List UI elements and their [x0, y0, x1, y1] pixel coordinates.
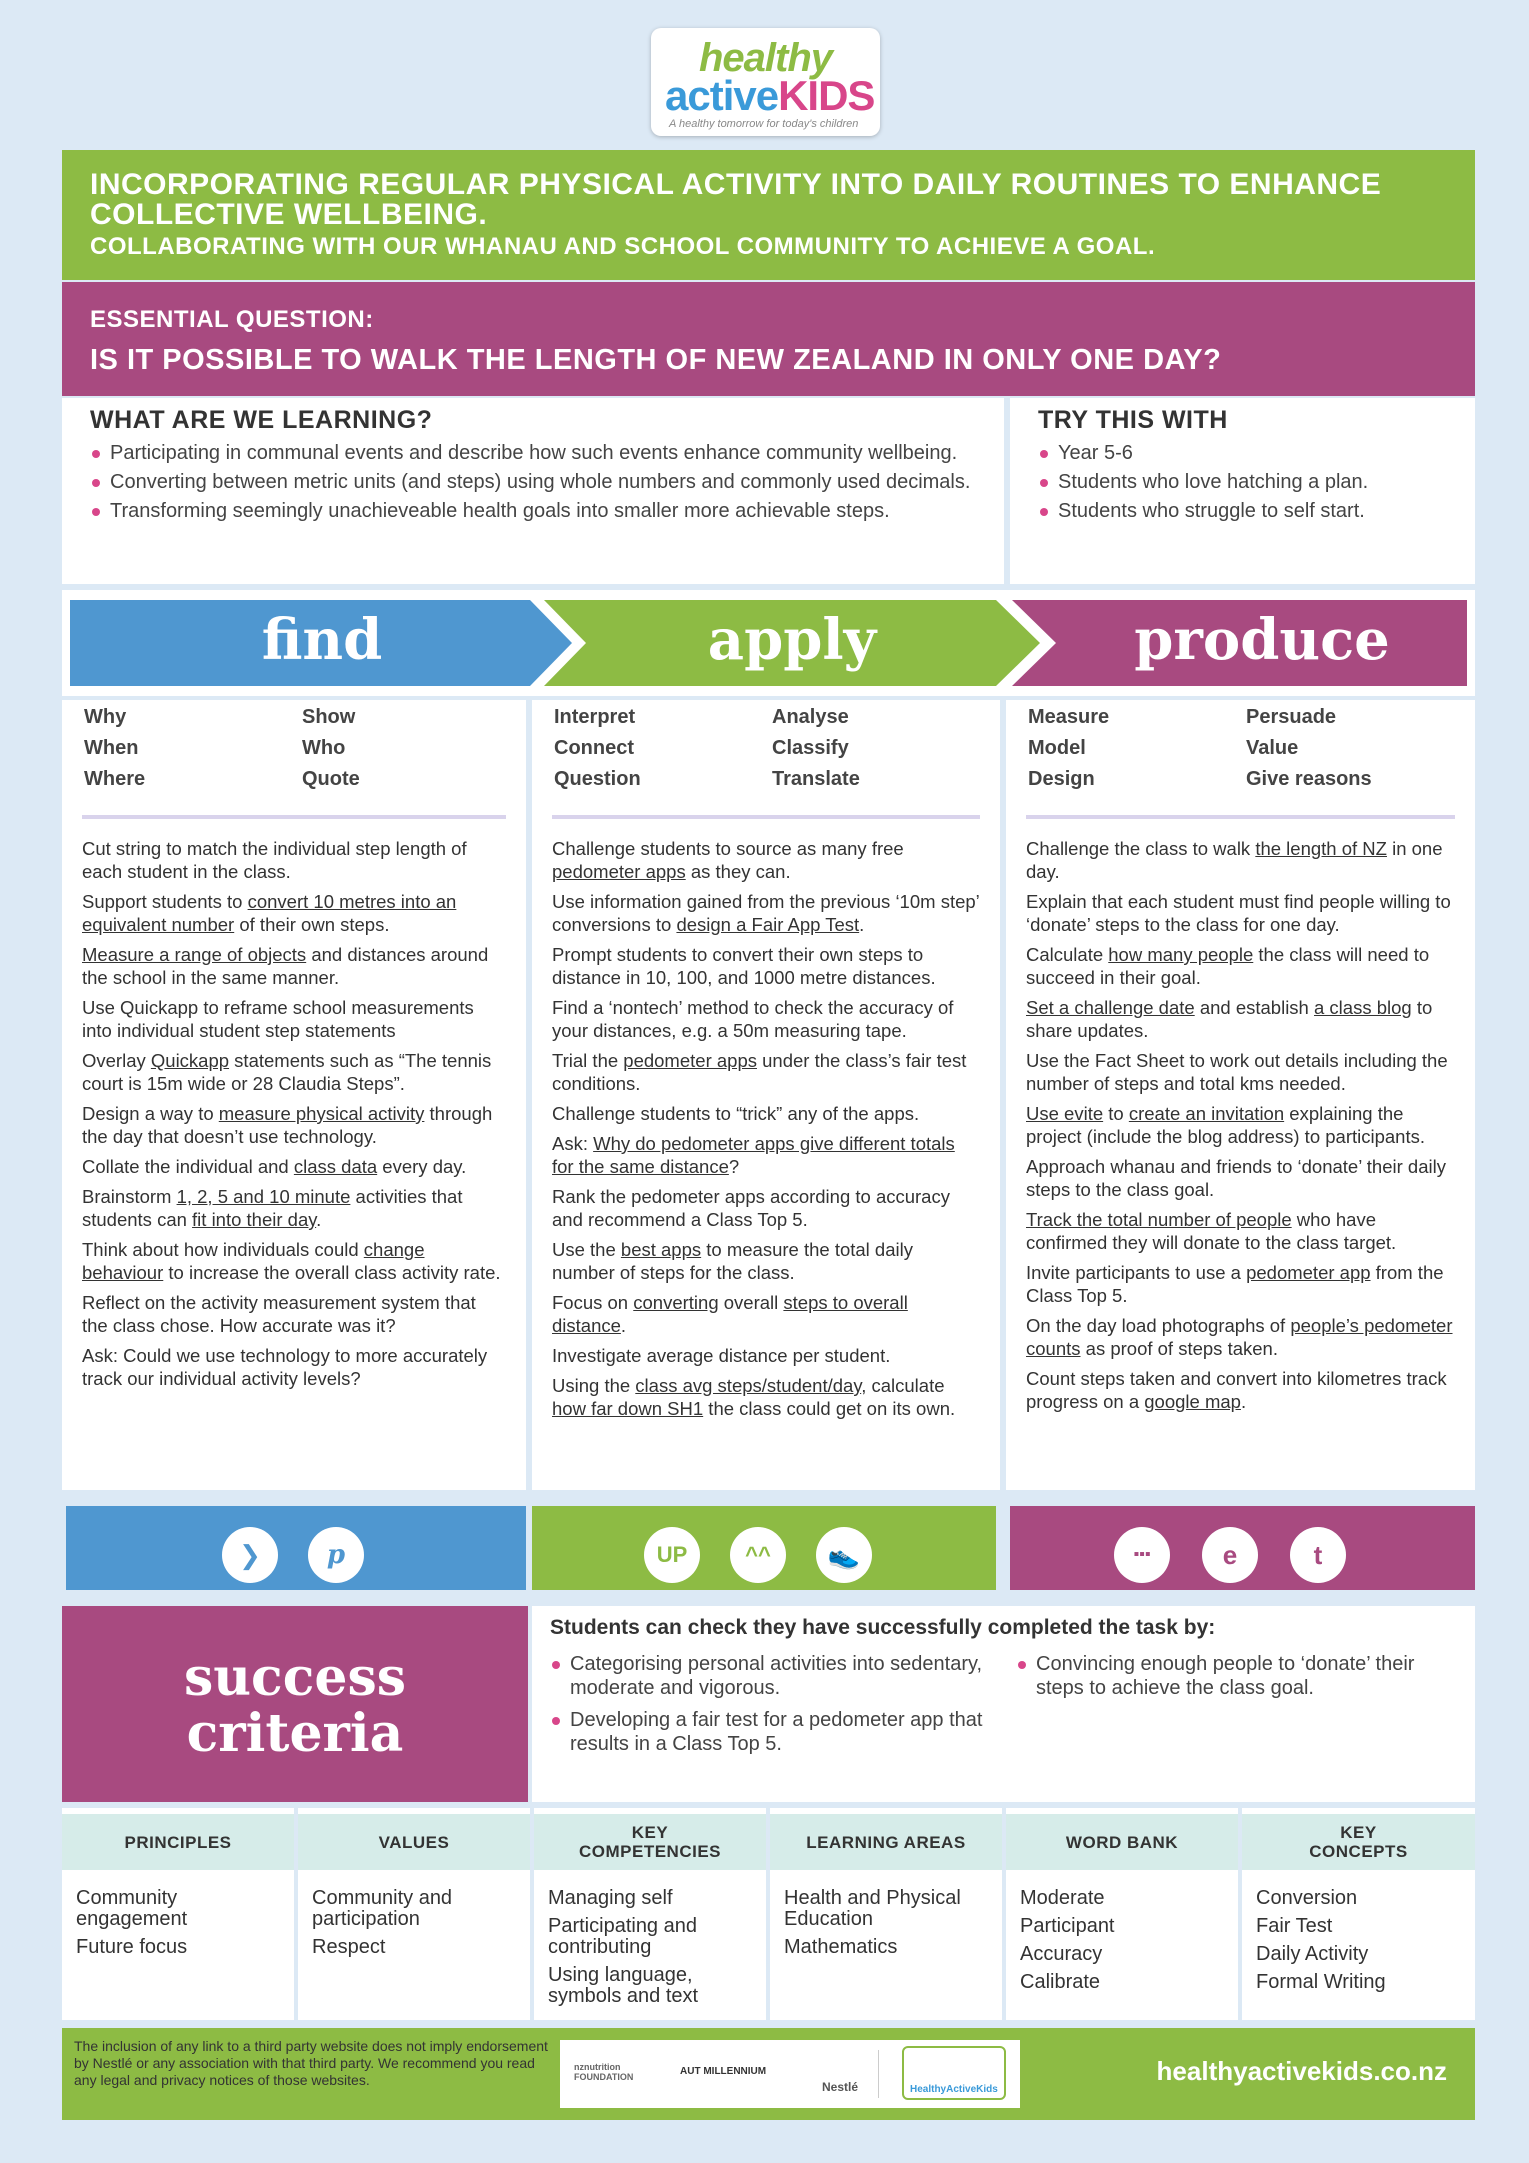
principles-column: [62, 1808, 294, 2020]
table-cell: Future focus: [76, 1936, 188, 1958]
success-heading: Students can check they have successfully completed the task by:: [550, 1616, 1216, 1639]
footer: [62, 2028, 1475, 2120]
list-item: Developing a fair test for a pedometer app that results in a Class Top 5.: [550, 1708, 1016, 1756]
fitbit-icon[interactable]: ▪▪▪: [1114, 1527, 1170, 1583]
page-header: [62, 150, 1475, 280]
logo-active-kids: activeKIDS: [665, 72, 875, 119]
verb: Where: [84, 768, 146, 790]
list-item: Participating in communal events and describe how such events enhance community wellbeing.: [90, 441, 976, 465]
produce-column: [1006, 700, 1475, 1490]
produce-activities: [1026, 837, 1455, 1413]
verb: Why: [84, 706, 127, 728]
apply-icons: [532, 1506, 996, 1590]
values-column: [298, 1808, 530, 2020]
link[interactable]: create an invitation: [1128, 1103, 1285, 1124]
website-url[interactable]: healthyactivekids.co.nz: [1156, 2056, 1447, 2086]
moves-app-icon[interactable]: ^^: [730, 1527, 786, 1583]
logo-tagline: A healthy tomorrow for today's children: [669, 118, 859, 130]
find-verbs: [82, 706, 506, 791]
disclaimer: The inclusion of any link to a third party website does not imply endorsement by Nestlé or any association with that third party. We recommend you read any legal and privacy notices of those websites.: [74, 2038, 548, 2088]
activity-item: Challenge students to source as many free pedometer apps as they can.: [552, 838, 904, 882]
apply-column: [532, 700, 1000, 1490]
activity-item: Using the class avg steps/student/day, calculate how far down SH1 the class could get on its own.: [552, 1375, 956, 1419]
table-cell: Managing self: [548, 1887, 673, 1909]
up-app-icon[interactable]: UP: [644, 1527, 700, 1583]
divider: [82, 815, 506, 819]
verb: Connect: [554, 737, 634, 759]
table-cell: Health and Physical Education: [784, 1887, 961, 1930]
verb: Analyse: [772, 706, 849, 728]
link[interactable]: fit into their day: [192, 1209, 317, 1230]
success-criteria-banner: [62, 1606, 528, 1802]
app-icons-strip: [62, 1500, 1475, 1598]
activity-item: Think about how individuals could change behaviour to increase the overall class activity rate.: [82, 1239, 501, 1283]
verb: Quote: [302, 768, 360, 790]
activity-item: Find a ‘nontech’ method to check the accuracy of your distances, e.g. a 50m measuring tape.: [552, 997, 954, 1041]
activity-item: Support students to convert 10 metres into an equivalent number of their own steps.: [82, 891, 457, 935]
activity-item: Overlay Quickapp statements such as “The tennis court is 15m wide or 28 Claudia Steps”.: [82, 1050, 492, 1094]
tumblr-icon[interactable]: t: [1290, 1527, 1346, 1583]
verb: Who: [302, 737, 346, 759]
table-cell: Participant: [1020, 1915, 1115, 1937]
activity-item: Invite participants to use a pedometer app from the Class Top 5.: [1026, 1262, 1444, 1306]
try-this-section: [1010, 398, 1475, 584]
nestle-logo: Nestlé: [822, 2080, 859, 2094]
table-cell: Mathematics: [784, 1936, 898, 1958]
activity-item: Design a way to measure physical activity through the day that doesn’t use technology.: [82, 1103, 493, 1147]
divider: [552, 815, 980, 819]
activity-item: Reflect on the activity measurement system that the class chose. How accurate was it?: [82, 1292, 476, 1336]
activity-item: Rank the pedometer apps according to accuracy and recommend a Class Top 5.: [552, 1186, 950, 1230]
link[interactable]: class avg steps/student/day: [635, 1375, 862, 1396]
success-check-section: [532, 1606, 1475, 1802]
link[interactable]: how many people: [1108, 944, 1254, 965]
find-icons: [66, 1506, 526, 1590]
activity-item: Collate the individual and class data every day.: [82, 1156, 467, 1177]
link[interactable]: pedometer apps: [552, 861, 686, 882]
link[interactable]: pedometer app: [1246, 1262, 1371, 1283]
divider: [1026, 815, 1455, 819]
table-cell: Respect: [312, 1936, 386, 1958]
nz-nutrition-foundation-logo: nznutrition FOUNDATION: [574, 2062, 634, 2082]
list-item: Students who struggle to self start.: [1038, 499, 1447, 523]
link[interactable]: Set a challenge date: [1026, 997, 1195, 1018]
link[interactable]: Use evite: [1026, 1103, 1104, 1124]
column-header: LEARNING AREAS: [770, 1814, 1002, 1870]
activity-item: Focus on converting overall steps to overall distance.: [552, 1292, 908, 1336]
find-activities: [82, 837, 506, 1390]
list-item: Year 5-6: [1038, 441, 1447, 465]
table-cell: Accuracy: [1020, 1943, 1103, 1965]
activity-item: Brainstorm 1, 2, 5 and 10 minute activities that students can fit into their day.: [82, 1186, 463, 1230]
page-subtitle: COLLABORATING WITH OUR WHANAU AND SCHOOL COMMUNITY TO ACHIEVE A GOAL.: [90, 233, 1156, 260]
link[interactable]: convert 10 metres into an equivalent number: [82, 891, 457, 935]
sponsor-logos: [560, 2040, 1020, 2108]
try-heading: TRY THIS WITH: [1038, 406, 1228, 434]
activity-item: Count steps taken and convert into kilometres track progress on a google map.: [1026, 1368, 1447, 1412]
activity-item: Use the Fact Sheet to work out details including the number of steps and total kms needed.: [1026, 1050, 1448, 1094]
find-column: [62, 700, 526, 1490]
verb: Measure: [1028, 706, 1110, 728]
activity-item: Challenge students to “trick” any of the apps.: [552, 1103, 920, 1124]
apply-verbs: [552, 706, 980, 791]
link[interactable]: how far down SH1: [552, 1398, 704, 1419]
list-item: Categorising personal activities into sedentary, moderate and vigorous.: [550, 1652, 1016, 1700]
table-cell: Moderate: [1020, 1887, 1105, 1909]
success-list-left: [550, 1652, 1016, 1761]
produce-verbs: [1026, 706, 1455, 791]
competencies-column: [534, 1808, 766, 2020]
verb: Interpret: [554, 706, 636, 728]
verb: Give reasons: [1246, 768, 1372, 790]
chevron-icon[interactable]: ❯: [222, 1527, 278, 1583]
produce-label: produce: [1134, 607, 1390, 673]
link[interactable]: Track the total number of people: [1026, 1209, 1292, 1230]
aut-millennium-logo: AUT MILLENNIUM: [680, 2066, 767, 2077]
activity-item: Set a challenge date and establish a class blog to share updates.: [1026, 997, 1433, 1041]
link[interactable]: google map: [1144, 1391, 1241, 1412]
success-list-right: [1016, 1652, 1457, 1761]
activity-item: Explain that each student must find people willing to ‘donate’ steps to the class for one day.: [1026, 891, 1451, 935]
logo-healthy: healthy: [699, 36, 833, 80]
link[interactable]: 1, 2, 5 and 10 minute: [176, 1186, 351, 1207]
activity-item: Approach whanau and friends to ‘donate’ their daily steps to the class goal.: [1026, 1156, 1446, 1200]
essential-question-text: IS IT POSSIBLE TO WALK THE LENGTH OF NEW ZEALAND IN ONLY ONE DAY?: [90, 344, 1222, 376]
column-header: KEY COMPETENCIES: [534, 1814, 766, 1870]
table-cell: Daily Activity: [1256, 1943, 1369, 1965]
link[interactable]: Quickapp: [150, 1050, 230, 1071]
activity-item: Ask: Could we use technology to more accurately track our individual activity levels?: [82, 1345, 488, 1389]
pinterest-icon[interactable]: p: [308, 1527, 364, 1583]
verb: Persuade: [1246, 706, 1337, 728]
produce-icons: [1010, 1506, 1475, 1590]
apply-label: apply: [707, 607, 877, 673]
link[interactable]: a class blog: [1314, 997, 1412, 1018]
apply-activities: [552, 837, 980, 1420]
learning-areas-column: [770, 1808, 1002, 2020]
link[interactable]: steps to overall distance: [552, 1292, 908, 1336]
table-cell: Calibrate: [1020, 1971, 1101, 1993]
find-apply-produce-arrows: [62, 590, 1475, 696]
link[interactable]: class data: [293, 1156, 378, 1177]
healthy-active-kids-logo: [651, 28, 880, 136]
essential-question-label: ESSENTIAL QUESTION:: [90, 306, 374, 333]
evite-icon[interactable]: e: [1202, 1527, 1258, 1583]
verb: Value: [1246, 737, 1299, 759]
success-title-line1: success: [183, 1647, 407, 1708]
verb: Show: [302, 706, 356, 728]
link[interactable]: measure physical activity: [218, 1103, 425, 1124]
verb: Design: [1028, 768, 1095, 790]
page-title: INCORPORATING REGULAR PHYSICAL ACTIVITY INTO DAILY ROUTINES TO ENHANCE COLLECTIVE WELLBEING.: [90, 168, 1382, 231]
activity-item: On the day load photographs of people’s pedometer counts as proof of steps taken.: [1026, 1315, 1453, 1359]
column-header: WORD BANK: [1006, 1814, 1238, 1870]
activity-item: Use Quickapp to reframe school measurements into individual student step statements: [82, 997, 474, 1041]
link[interactable]: change behaviour: [82, 1239, 425, 1283]
table-cell: Conversion: [1256, 1887, 1358, 1909]
link[interactable]: Measure a range of objects: [82, 944, 307, 965]
list-item: Converting between metric units (and steps) using whole numbers and commonly used decimals.: [90, 470, 976, 494]
table-cell: Using language, symbols and text: [548, 1964, 699, 2007]
essential-question-banner: [62, 282, 1475, 396]
word-bank-column: [1006, 1808, 1238, 2020]
link[interactable]: Why do pedometer apps give different totals for the same distance: [552, 1133, 955, 1177]
verb: Model: [1028, 737, 1086, 759]
shoe-icon[interactable]: 👟: [816, 1527, 872, 1583]
activity-item: Use information gained from the previous ‘10m step’ conversions to design a Fair App Test.: [552, 891, 980, 935]
activity-item: Use the best apps to measure the total daily number of steps for the class.: [552, 1239, 913, 1283]
learning-section: [62, 398, 1004, 584]
success-list: [550, 1646, 1457, 1761]
activity-item: Calculate how many people the class will need to succeed in their goal.: [1026, 944, 1430, 988]
table-cell: Fair Test: [1256, 1915, 1333, 1937]
link[interactable]: people’s pedometer counts: [1026, 1315, 1453, 1359]
verb: Translate: [772, 768, 860, 790]
table-cell: Community engagement: [76, 1887, 188, 1930]
list-item: Transforming seemingly unachieveable health goals into smaller more achievable steps.: [90, 499, 976, 523]
link[interactable]: the length of NZ: [1255, 838, 1387, 859]
link[interactable]: design a Fair App Test: [676, 914, 860, 935]
try-list: [1038, 441, 1447, 523]
activity-item: Track the total number of people who have confirmed they will donate to the class target.: [1026, 1209, 1397, 1253]
sponsor-divider: [878, 2050, 879, 2098]
table-cell: Formal Writing: [1256, 1971, 1386, 1993]
verb: When: [84, 737, 139, 759]
activity-item: Cut string to match the individual step length of each student in the class.: [82, 838, 467, 882]
curriculum-table: [62, 1808, 1475, 2020]
link[interactable]: best apps: [620, 1239, 702, 1260]
column-header: KEY CONCEPTS: [1242, 1814, 1475, 1870]
activity-item: Trial the pedometer apps under the class’s fair test conditions.: [552, 1050, 967, 1094]
learning-list: [90, 441, 976, 523]
link[interactable]: pedometer apps: [623, 1050, 757, 1071]
activity-item: Investigate average distance per student.: [552, 1345, 891, 1366]
activity-item: Measure a range of objects and distances around the school in the same manner.: [82, 944, 489, 988]
verb: Question: [554, 768, 641, 790]
table-cell: Participating and contributing: [548, 1915, 697, 1958]
healthy-active-kids-small-logo: HealthyActiveKids: [910, 2084, 998, 2095]
table-cell: Community and participation: [312, 1887, 453, 1930]
column-header: PRINCIPLES: [62, 1814, 294, 1870]
link[interactable]: converting: [633, 1292, 719, 1313]
find-label: find: [261, 607, 383, 673]
key-concepts-column: [1242, 1808, 1475, 2020]
column-header: VALUES: [298, 1814, 530, 1870]
list-item: Students who love hatching a plan.: [1038, 470, 1447, 494]
activity-item: Ask: Why do pedometer apps give different totals for the same distance?: [552, 1133, 955, 1177]
activity-item: Challenge the class to walk the length of NZ in one day.: [1026, 838, 1443, 882]
learning-heading: WHAT ARE WE LEARNING?: [90, 406, 433, 434]
activity-item: Prompt students to convert their own steps to distance in 10, 100, and 1000 metre distances.: [552, 944, 936, 988]
list-item: Convincing enough people to ‘donate’ their steps to achieve the class goal.: [1016, 1652, 1457, 1700]
activity-item: Use evite to create an invitation explaining the project (include the blog address) to participants.: [1026, 1103, 1425, 1147]
success-title-line2: criteria: [186, 1703, 404, 1764]
verb: Classify: [772, 737, 849, 759]
